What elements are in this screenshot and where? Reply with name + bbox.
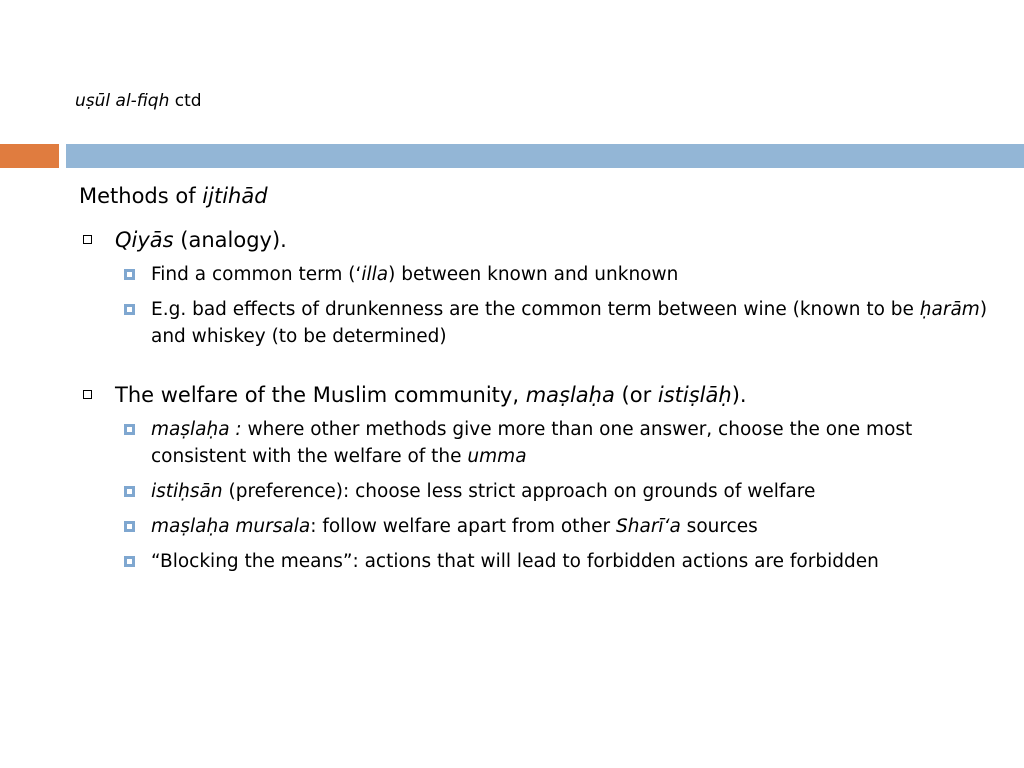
section-heading xyxy=(79,181,999,211)
blue-square-bullet-icon xyxy=(124,424,135,435)
blue-square-bullet-icon xyxy=(124,486,135,497)
italic-term: ijtihād xyxy=(202,184,268,208)
bullet-item-level2 xyxy=(79,261,999,288)
bullet-text xyxy=(151,264,678,285)
slide-title-italic: uṣūl al-fiqh xyxy=(75,91,170,111)
italic-term: istiḥsān xyxy=(151,481,223,502)
slide-title xyxy=(75,90,202,112)
text-segment: ) and whiskey (to be determined) xyxy=(151,299,988,347)
text-segment: The welfare of the Muslim community, xyxy=(115,383,526,407)
text-segment: (analogy). xyxy=(173,228,287,252)
blue-square-bullet-icon xyxy=(124,304,135,315)
italic-term: Sharī‘a xyxy=(616,516,681,537)
bullet-text xyxy=(115,228,287,252)
bullet-item-level2 xyxy=(79,416,999,470)
bullet-text xyxy=(151,481,815,502)
text-segment: (or xyxy=(614,383,658,407)
text-segment: where other methods give more than one answer, choose the one most consistent with the welfare of the xyxy=(151,419,913,467)
italic-term: umma xyxy=(467,446,527,467)
text-segment: Find a common term (‘ xyxy=(151,264,362,285)
bullet-item-level2 xyxy=(79,478,999,505)
text-segment: sources xyxy=(680,516,758,537)
list-gap xyxy=(79,358,999,380)
bullet-item-level1 xyxy=(79,380,999,410)
italic-term: ḥarām xyxy=(919,299,980,320)
blue-square-bullet-icon xyxy=(124,556,135,567)
italic-term: maṣlaḥa xyxy=(525,383,615,407)
bullet-item-level2 xyxy=(79,548,999,575)
text-segment: E.g. bad effects of drunkenness are the common term between wine (known to be xyxy=(151,299,920,320)
bullet-text xyxy=(115,383,747,407)
bullet-text xyxy=(151,419,912,467)
bullet-item-level2 xyxy=(79,513,999,540)
accent-bar-orange xyxy=(0,144,59,168)
italic-term: istiṣlāḥ xyxy=(657,383,732,407)
bullet-text xyxy=(151,516,758,537)
hollow-square-bullet-icon xyxy=(83,235,92,244)
blue-square-bullet-icon xyxy=(124,269,135,280)
bullet-list xyxy=(79,225,999,575)
text-segment: Methods of xyxy=(79,184,203,208)
slide-title-rest: ctd xyxy=(169,91,202,111)
italic-term: maṣlaḥa : xyxy=(151,419,248,440)
bullet-item-level2 xyxy=(79,296,999,350)
accent-bar-blue xyxy=(66,144,1024,168)
text-segment: ) between known and unknown xyxy=(388,264,679,285)
bullet-text xyxy=(151,551,879,572)
text-segment: “Blocking the means”: actions that will lead to forbidden actions are forbidden xyxy=(151,551,879,572)
slide-content xyxy=(79,181,999,583)
text-segment: : follow welfare apart from other xyxy=(310,516,617,537)
hollow-square-bullet-icon xyxy=(83,390,92,399)
italic-term: Qiyās xyxy=(115,228,174,252)
bullet-item-level1 xyxy=(79,225,999,255)
blue-square-bullet-icon xyxy=(124,521,135,532)
italic-term: illa xyxy=(361,264,389,285)
bullet-text xyxy=(151,299,987,347)
text-segment: (preference): choose less strict approach on grounds of welfare xyxy=(222,481,816,502)
italic-term: maṣlaḥa mursala xyxy=(151,516,311,537)
text-segment: ). xyxy=(731,383,747,407)
